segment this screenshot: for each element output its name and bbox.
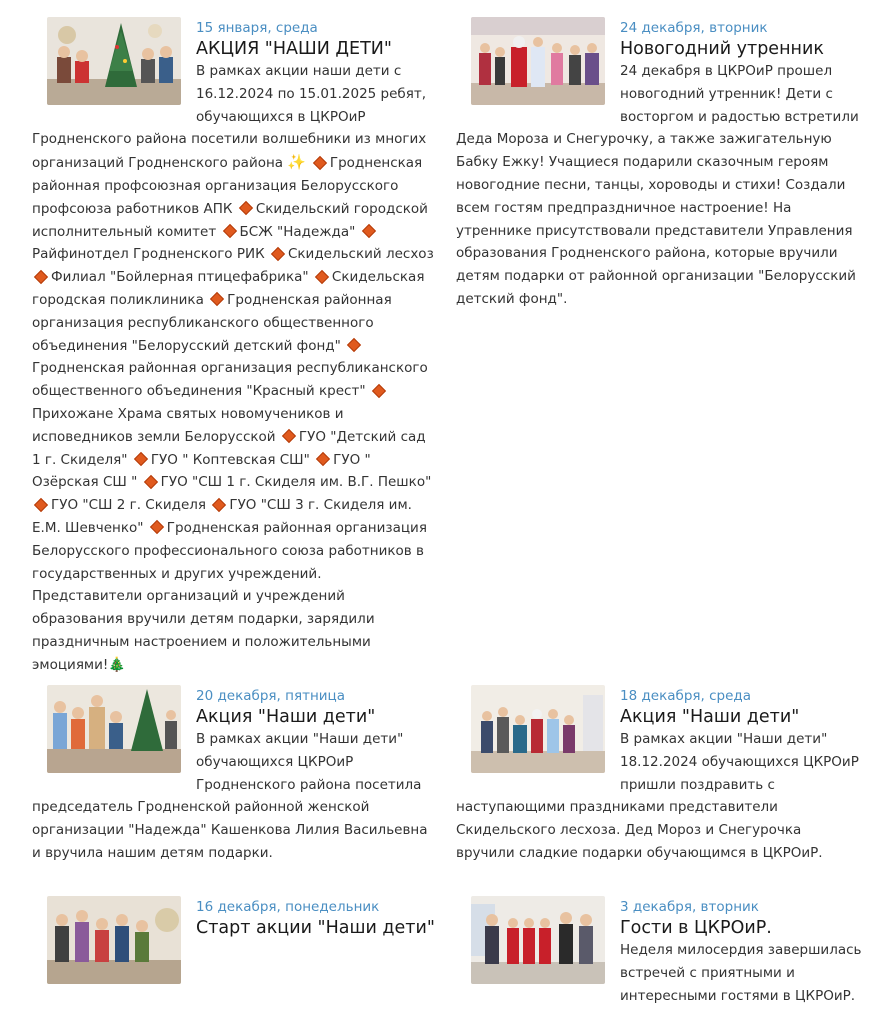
org-item: Гродненская районная профсоюзная организация Белорусского профсоюза работников АПК: [32, 155, 423, 217]
news-outro: Представители организаций и учреждений образования вручили детям подарки, зарядили праздничным настроением и положительными эмоциями!: [32, 588, 375, 673]
news-photo[interactable]: [47, 685, 181, 773]
photo-new-year-party-icon: [471, 17, 605, 105]
org-item: Скидельская городская поликлиника: [32, 269, 425, 308]
news-text: В рамках акции "Наши дети" обучающихся ЦКРОиР Гродненского района посетила председатель Гродненской районной женской организации "Надежда" Кашенкова Лилия Васильевна и вручила нашим детям подарки.: [32, 731, 428, 861]
diamond-bullet-icon: [34, 270, 48, 284]
news-date: 16 декабря, понедельник: [196, 899, 380, 915]
news-title[interactable]: Новогодний утренник: [620, 39, 824, 59]
diamond-bullet-icon: [313, 156, 327, 170]
news-card: [32, 896, 436, 988]
org-item: Прихожане Храма святых новомучеников и исповедников земли Белорусской: [32, 405, 344, 445]
news-date: 18 декабря, среда: [620, 688, 752, 704]
news-date: 20 декабря, пятница: [196, 688, 346, 704]
diamond-bullet-icon: [271, 247, 285, 261]
news-card: [456, 17, 862, 311]
photo-children-with-tree-icon: [47, 17, 181, 105]
org-item: ГУО " Озёрская СШ ": [32, 451, 371, 491]
news-title[interactable]: Акция "Наши дети": [620, 707, 800, 727]
org-list: [32, 155, 434, 581]
diamond-bullet-icon: [316, 452, 330, 466]
photo-guests-standing-icon: [471, 896, 605, 984]
org-item: Филиал "Бойлерная птицефабрика": [51, 269, 309, 286]
news-photo[interactable]: [47, 17, 181, 105]
org-item: Гродненская районная организация Белорусского профессионального союза работников в государственных и других учреждений.: [32, 519, 427, 582]
news-photo[interactable]: [471, 685, 605, 773]
diamond-bullet-icon: [150, 520, 164, 534]
news-text: В рамках акции "Наши дети" 18.12.2024 обучающихся ЦКРОиР пришли поздравить с наступающими праздниками представители Скидельского лесхоза. Дед Мороз и Снегурочка вручили сладкие подарки обучающимся в ЦКРОиР.: [456, 731, 859, 861]
diamond-bullet-icon: [315, 270, 329, 284]
news-title[interactable]: Гости в ЦКРОиР.: [620, 918, 772, 938]
news-photo[interactable]: [471, 17, 605, 105]
diamond-bullet-icon: [144, 475, 158, 489]
news-intro: В рамках акции наши дети с 16.12.2024 по 15.01.2025 ребят, обучающихся в ЦКРОиР Гродненского района посетили волшебники из многих организаций Гродненского района: [32, 63, 427, 172]
diamond-bullet-icon: [282, 429, 296, 443]
photo-children-seated-icon: [47, 685, 181, 773]
diamond-bullet-icon: [362, 224, 376, 238]
news-card: [456, 896, 862, 1007]
diamond-bullet-icon: [239, 201, 253, 215]
news-date: 3 декабря, вторник: [620, 899, 759, 915]
org-item: БСЖ "Надежда": [239, 223, 356, 240]
diamond-bullet-icon: [222, 224, 236, 238]
diamond-bullet-icon: [134, 452, 148, 466]
diamond-bullet-icon: [34, 498, 48, 512]
news-card: [32, 17, 436, 677]
org-item: Гродненская районная организация республиканского общественного объединения "Красный крест": [32, 360, 428, 400]
news-date: 24 декабря, вторник: [620, 20, 768, 36]
diamond-bullet-icon: [372, 384, 386, 398]
news-title[interactable]: АКЦИЯ "НАШИ ДЕТИ": [196, 39, 392, 59]
org-item: Гродненская районная организация республиканского общественного объединения "Белорусский детский фонд": [32, 291, 392, 354]
diamond-bullet-icon: [347, 338, 361, 352]
org-item: Скидельский городской исполнительный комитет: [32, 200, 428, 240]
news-card: [32, 685, 436, 865]
news-photo[interactable]: [47, 896, 181, 984]
org-item: ГУО "СШ 2 г. Скиделя: [51, 497, 207, 514]
news-card: [456, 685, 862, 865]
news-photo[interactable]: [471, 896, 605, 984]
news-text: 24 декабря в ЦКРОиР прошел новогодний утренник! Дети с восторгом и радостью встретили Деда Мороза и Снегурочку, а также зажигательную Бабку Ежку! Учащиеся подарили сказочным героям новогодние песни, танцы, хороводы и стихи! Создали всем гостям предпраздничное настроение! На утреннике присутствовали представители Управления образования Гродненского района, которые вручили детям подарки от районной организации "Белорусский детский фонд".: [456, 63, 859, 307]
diamond-bullet-icon: [212, 498, 226, 512]
news-title[interactable]: Старт акции "Наши дети": [196, 918, 435, 938]
christmas-tree-icon: 🎄: [108, 656, 126, 673]
org-item: ГУО " Коптевская СШ": [150, 451, 310, 468]
photo-group-with-santa-icon: [471, 685, 605, 773]
sparkles-icon: ✨: [287, 153, 311, 172]
news-date: 15 января, среда: [196, 20, 318, 36]
diamond-bullet-icon: [210, 292, 224, 306]
news-text: Неделя милосердия завершилась встречей с приятными и интересными гостями в ЦКРОиР.: [620, 942, 862, 1004]
org-item: Скидельский лесхоз: [287, 246, 434, 263]
org-item: Райфинотдел Гродненского РИК: [32, 246, 265, 263]
org-item: ГУО "Детский сад 1 г. Скиделя": [32, 428, 426, 468]
photo-group-indoor-icon: [47, 896, 181, 984]
news-text: [32, 60, 436, 677]
org-item: ГУО "СШ 1 г. Скиделя им. В.Г. Пешко": [160, 474, 432, 491]
news-title[interactable]: Акция "Наши дети": [196, 707, 376, 727]
org-item: ГУО "СШ 3 г. Скиделя им. Е.М. Шевченко": [32, 497, 412, 536]
